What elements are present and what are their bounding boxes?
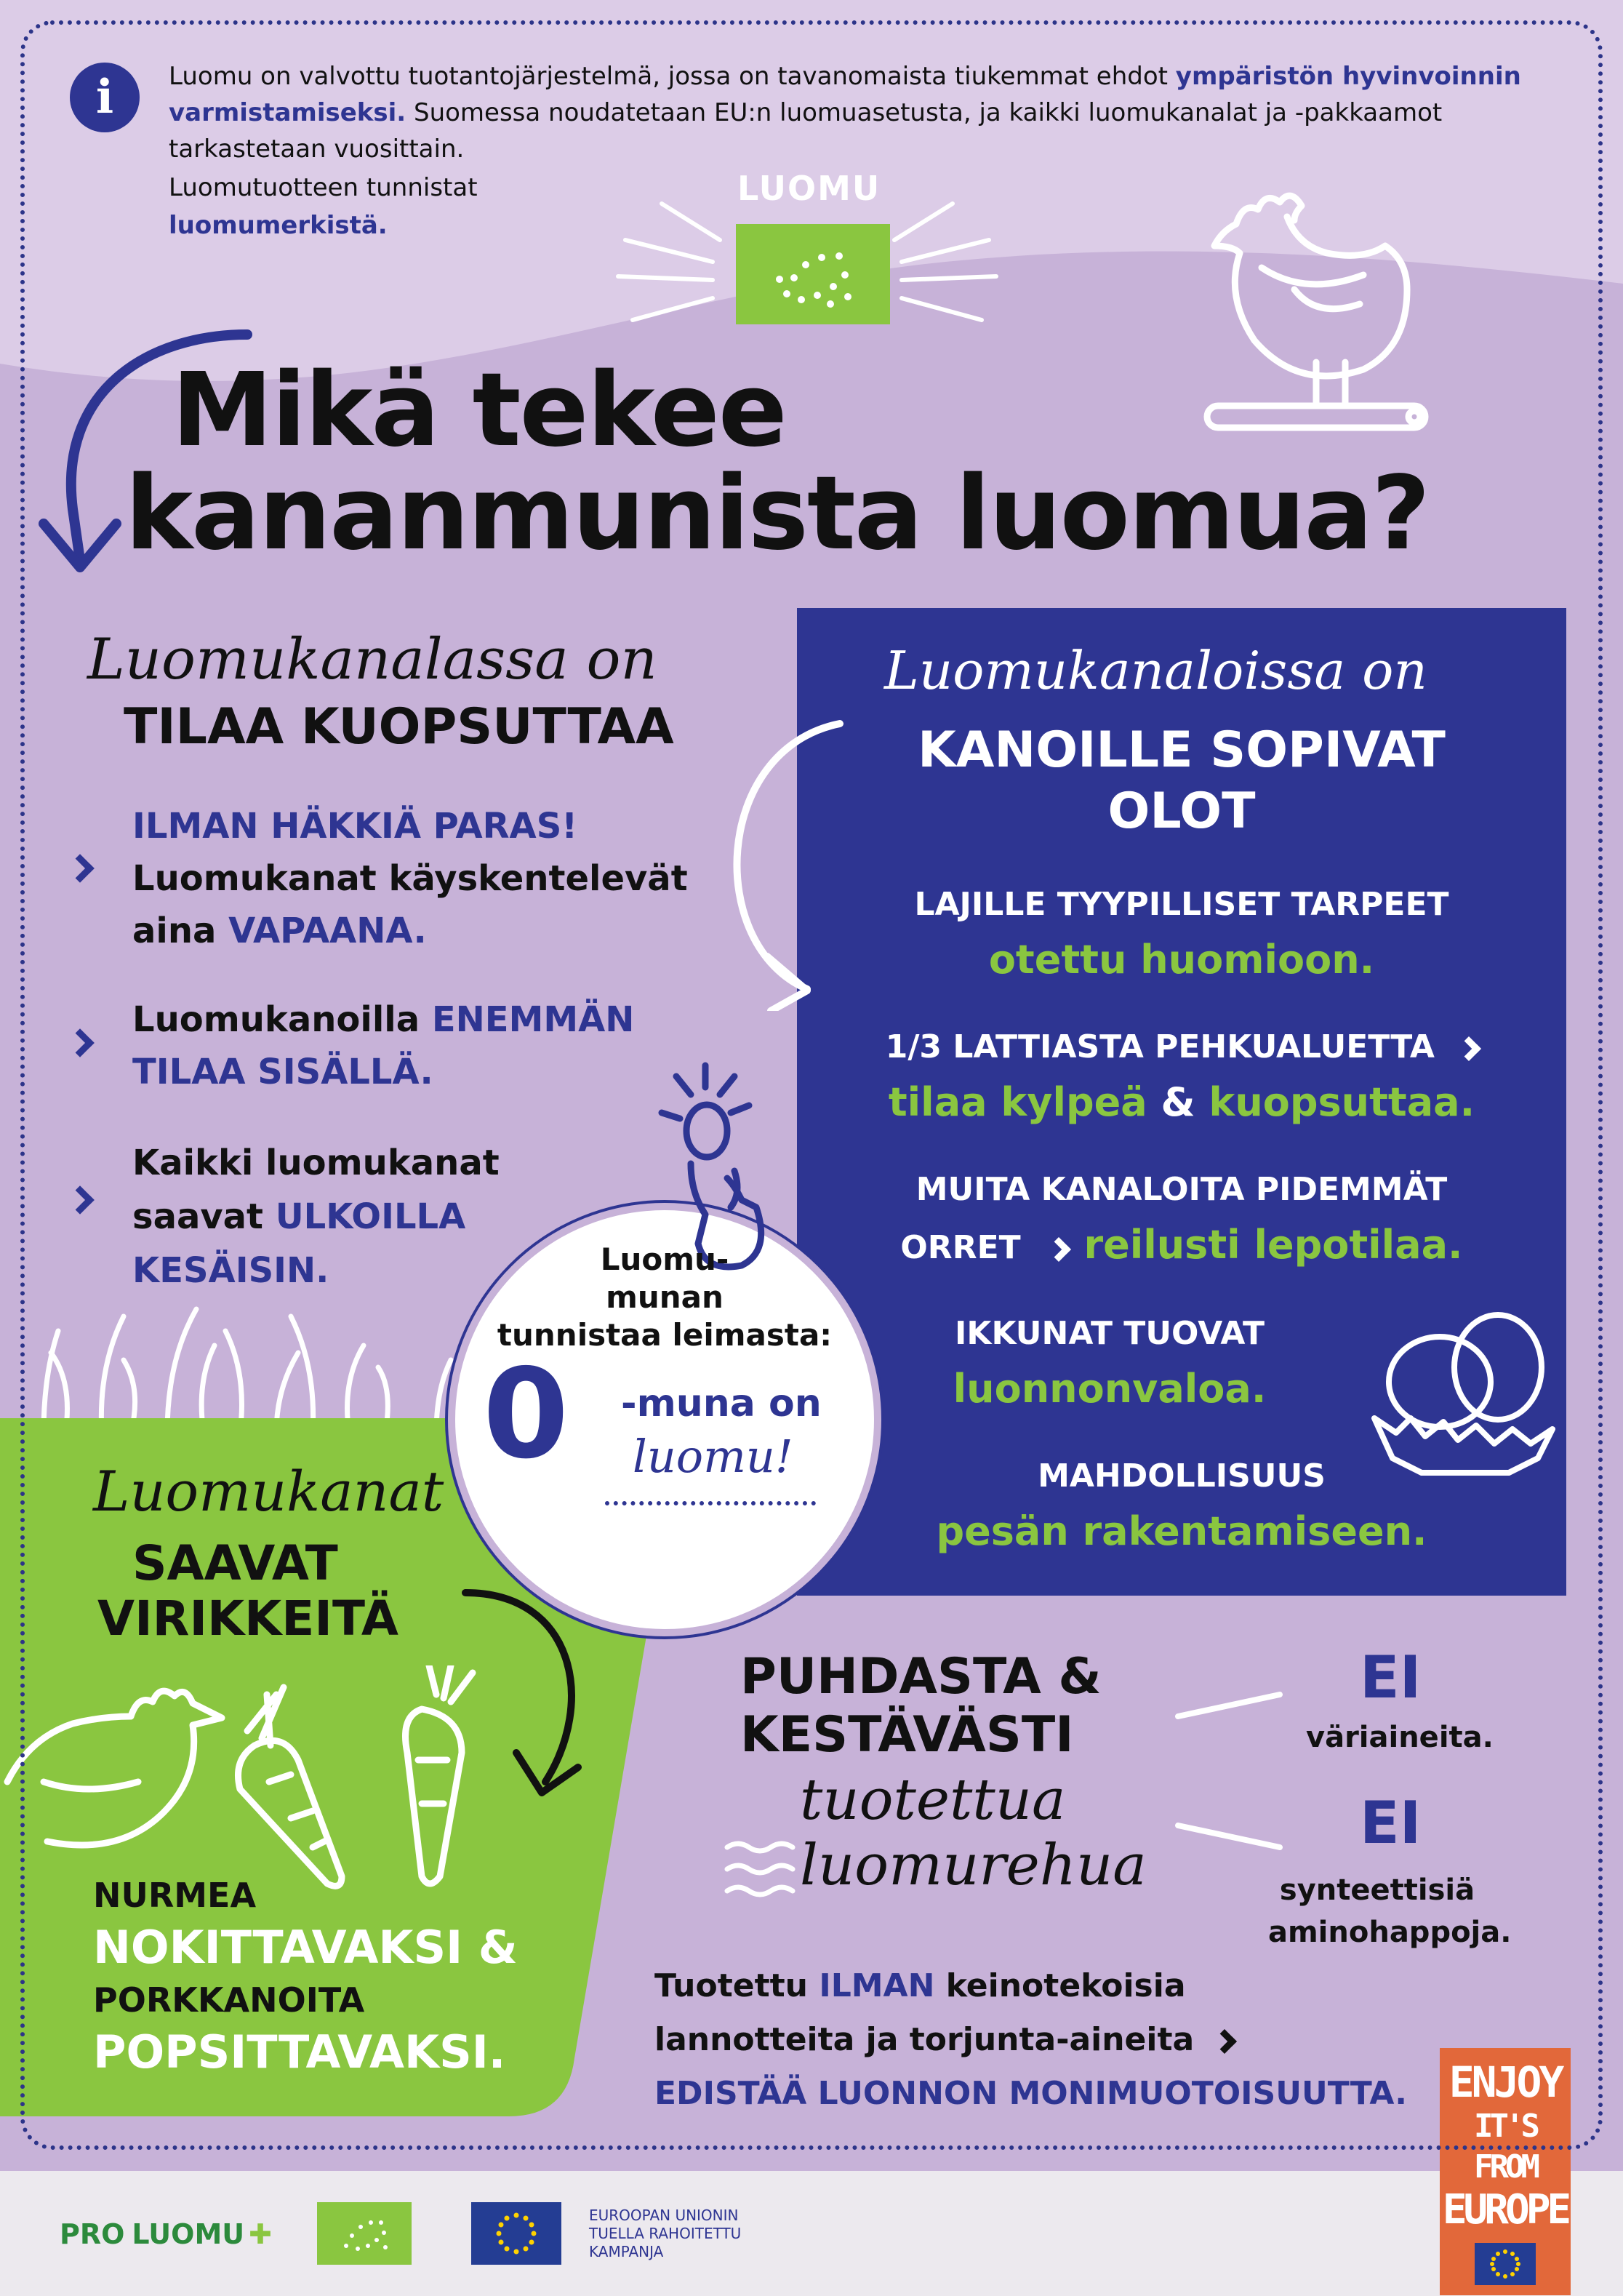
info-icon: i (70, 63, 140, 132)
stamp-muna: -muna on (621, 1382, 822, 1425)
eu-flag-icon (1475, 2243, 1536, 2285)
feed-body: Tuotettu ILMAN keinotekoisia lannotteita ja torjunta-aineita EDISTÄÄ LUONNON MONIMUOTOISUUTTA. (654, 1967, 1407, 2112)
stamp-luomu: luomu! (633, 1430, 793, 1483)
feed-heading: PUHDASTA & KESTÄVÄSTI (740, 1648, 1102, 1764)
stimuli-heading-2: VIRIKKEITÄ (97, 1591, 398, 1647)
enjoy-line-3: EUROPE (1442, 2186, 1568, 2233)
condition-5: MAHDOLLISUUS pesän rakentamiseen. (936, 1457, 1427, 1554)
title-line-1: Mikä tekee (172, 351, 786, 470)
steam-icon (720, 1833, 822, 1920)
ei-2: EI (1360, 1789, 1422, 1857)
ei-2-text: synteettisiä aminohappoja. (1268, 1873, 1512, 1949)
conditions-script: Luomukanaloissa on (884, 640, 1427, 701)
ei-1-text: väriaineita. (1306, 1721, 1494, 1754)
space-heading: TILAA KUOPSUTTAA (124, 698, 674, 756)
connector-lines (1171, 1680, 1302, 1862)
chevron-right-icon (65, 1028, 95, 1057)
space-item-3: Kaikki luomukanat saavat ULKOILLA KESÄISIN. (132, 1143, 500, 1291)
eu-organic-logo (736, 224, 890, 324)
condition-4: IKKUNAT TUOVAT luonnonvaloa. (953, 1315, 1267, 1412)
space-script: Luomukanalassa on (87, 627, 657, 692)
luomu-badge-label: LUOMU (737, 169, 881, 208)
info-text: Luomu on valvottu tuotantojärjestelmä, jossa on tavanomaista tiukemmat ehdot ympäristön hyvinvoinnin varmistamiseksi. Suomessa noudatetaan EU:n luomuasetusta, ja kaikki luomukanalat ja -pakkaamot tarkastetaan vuosittain. (169, 62, 1521, 164)
stimuli-script: Luomukanat (93, 1459, 444, 1524)
info-text-2: Luomutuotteen tunnistat luomumerkistä. (169, 173, 478, 240)
condition-2: 1/3 LATTIASTA PEHKUALUETTA tilaa kylpeä & kuopsuttaa. (797, 1020, 1566, 1130)
condition-1: LAJILLE TYYPILLISET TARPEET otettu huomioon. (914, 886, 1449, 983)
enjoy-line-2: IT'S FROM (1474, 2108, 1536, 2185)
stimuli-body: NURMEA NOKITTAVAKSI & PORKKANOITA POPSITTAVAKSI. (93, 1876, 518, 2079)
condition-3: MUITA KANALOITA PIDEMMÄT ORRET reilusti lepotilaa. (900, 1171, 1463, 1268)
ei-1: EI (1360, 1644, 1422, 1711)
stamp-dots (605, 1501, 816, 1505)
enjoy-line-1: ENJOY (1448, 2057, 1562, 2107)
chevron-right-icon (65, 1185, 95, 1215)
enjoy-europe-badge (1440, 2048, 1571, 2295)
hen-illustration (1193, 188, 1440, 471)
stamp-text: Luomu- munan tunnistaa leimasta: (497, 1241, 833, 1353)
pro-luomu-logo: PRO LUOMU ✚ (60, 2218, 272, 2250)
space-item-1: ILMAN HÄKKIÄ PARAS! Luomukanat käyskentelevät aina VAPAANA. (132, 806, 688, 951)
feed-script: tuotettua luomurehua (800, 1767, 1147, 1898)
conditions-heading: KANOILLE SOPIVAT OLOT (918, 721, 1446, 840)
eu-organic-footer-logo (317, 2202, 412, 2265)
stamp-zero: 0 (483, 1343, 569, 1487)
eu-funding-text: EUROOPAN UNIONIN TUELLA RAHOITETTU KAMPANJA (589, 2207, 742, 2260)
stimuli-heading: SAAVAT (132, 1535, 338, 1591)
title-line-2: kananmunista luomua? (125, 455, 1430, 573)
hen-carrots-illustration (0, 1665, 494, 1898)
eu-flag-footer-icon (471, 2202, 561, 2265)
space-item-2: Luomukanoilla ENEMMÄN TILAA SISÄLLÄ. (132, 999, 635, 1092)
chevron-right-icon (65, 854, 95, 883)
